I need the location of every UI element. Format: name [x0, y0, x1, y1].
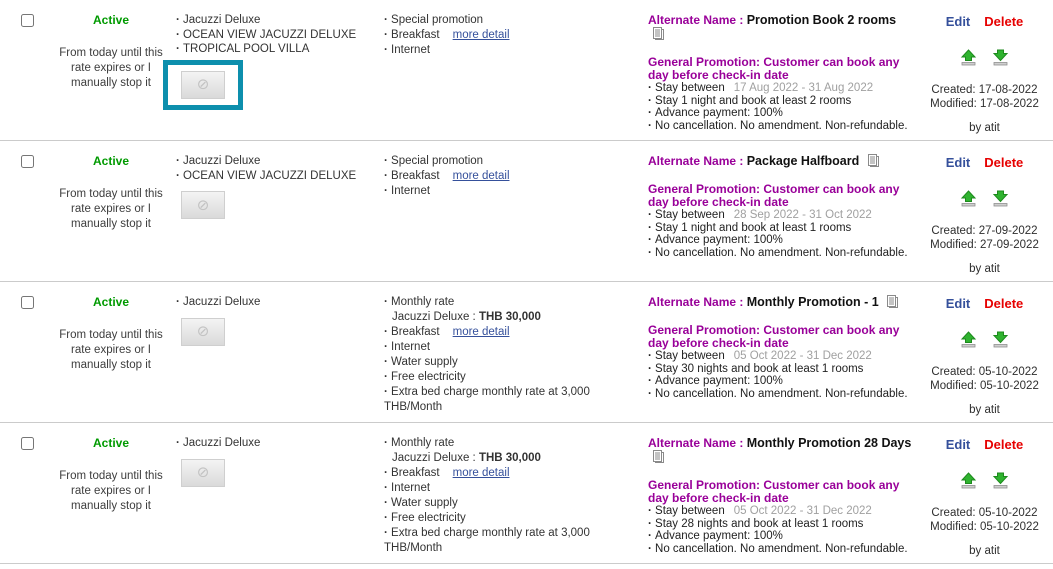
more-detail-link[interactable]: more detail — [452, 326, 510, 338]
monthly-rate-detail: Jacuzzi Deluxe : THB 30,000 — [392, 311, 541, 323]
condition-list — [648, 82, 916, 132]
image-highlight-box — [181, 318, 225, 346]
more-detail-link[interactable]: more detail — [452, 29, 510, 41]
move-down-button[interactable] — [992, 331, 1009, 348]
status-badge: Active — [92, 436, 130, 450]
room-item: · Jacuzzi Deluxe — [176, 13, 378, 28]
general-promotion-heading: General Promotion: Customer can book any day before check-in date — [648, 323, 900, 350]
condition-list — [648, 505, 916, 555]
status-badge: Active — [92, 13, 130, 27]
actions-cell — [916, 295, 1053, 422]
delete-button[interactable]: Delete — [984, 296, 1024, 311]
image-highlight-box — [181, 191, 225, 219]
rooms-cell — [172, 295, 378, 422]
general-promotion-heading: General Promotion: Customer can book any day before check-in date — [648, 478, 900, 505]
no-image-placeholder-icon: ⊘ — [181, 71, 225, 99]
stay-between-label: Stay between — [655, 82, 725, 94]
stay-between-item — [648, 350, 916, 363]
room-item: · Jacuzzi Deluxe — [176, 436, 378, 451]
promotion-cell — [646, 295, 916, 422]
room-list — [176, 13, 378, 57]
condition-item: · Advance payment: 100% — [648, 107, 916, 120]
room-list — [176, 436, 378, 451]
move-up-button[interactable] — [960, 190, 977, 207]
feature-item: · Breakfast more detail — [384, 466, 646, 481]
condition-item: · No cancellation. No amendment. Non-refundable. — [648, 247, 916, 260]
actions-cell — [916, 13, 1053, 140]
alternate-name-value: Package Halfboard — [746, 154, 860, 168]
condition-item: · Advance payment: 100% — [648, 375, 916, 388]
author: by atit — [969, 404, 1000, 416]
status-badge: Active — [92, 154, 130, 168]
condition-item: · Advance payment: 100% — [648, 530, 916, 543]
delete-button[interactable]: Delete — [984, 155, 1024, 170]
feature-item: · Monthly rate Jacuzzi Deluxe : THB 30,000 — [384, 295, 646, 325]
modified-date: Modified: 17-08-2022 — [930, 97, 1039, 110]
copy-icon[interactable] — [867, 154, 880, 171]
condition-item: · Advance payment: 100% — [648, 234, 916, 247]
promotion-row — [0, 282, 1053, 423]
more-detail-link[interactable]: more detail — [452, 170, 510, 182]
no-image-placeholder-icon: ⊘ — [181, 318, 225, 346]
condition-list — [648, 350, 916, 400]
actions-cell — [916, 154, 1053, 281]
modified-date: Modified: 05-10-2022 — [930, 520, 1039, 533]
checkbox-cell — [0, 295, 50, 422]
room-item: · Jacuzzi Deluxe — [176, 154, 378, 169]
reorder-arrows — [916, 472, 1053, 494]
room-item: · OCEAN VIEW JACUZZI DELUXE — [176, 169, 378, 184]
author: by atit — [969, 545, 1000, 557]
author: by atit — [969, 263, 1000, 275]
status-note: From today until this rate expires or I manually stop it — [59, 47, 163, 90]
alternate-name-line — [648, 436, 916, 467]
stay-between-label: Stay between — [655, 505, 725, 517]
delete-button[interactable]: Delete — [984, 437, 1024, 452]
image-highlight-box — [181, 459, 225, 487]
reorder-arrows — [916, 49, 1053, 71]
general-promotion-heading: General Promotion: Customer can book any day before check-in date — [648, 182, 900, 209]
feature-item: · Breakfast more detail — [384, 169, 646, 184]
promotion-row — [0, 423, 1053, 564]
status-badge: Active — [92, 295, 130, 309]
alternate-name-label: Alternate Name : — [648, 436, 744, 450]
rooms-cell — [172, 13, 378, 140]
status-cell — [50, 154, 172, 281]
features-cell — [378, 295, 646, 422]
room-item: · Jacuzzi Deluxe — [176, 295, 378, 310]
features-cell — [378, 436, 646, 563]
no-image-placeholder-icon: ⊘ — [181, 191, 225, 219]
alternate-name-value: Monthly Promotion 28 Days — [746, 436, 912, 450]
feature-item: · Monthly rate Jacuzzi Deluxe : THB 30,000 — [384, 436, 646, 466]
room-item: · TROPICAL POOL VILLA — [176, 42, 378, 57]
row-checkbox[interactable] — [21, 296, 34, 309]
monthly-rate-detail: Jacuzzi Deluxe : THB 30,000 — [392, 452, 541, 464]
rooms-cell — [172, 436, 378, 563]
features-cell — [378, 154, 646, 281]
alternate-name-label: Alternate Name : — [648, 295, 744, 309]
feature-item: · Breakfast more detail — [384, 28, 646, 43]
condition-item: · Stay 28 nights and book at least 1 rooms — [648, 518, 916, 531]
feature-item: · Special promotion — [384, 154, 646, 169]
alternate-name-line — [648, 13, 916, 44]
promotion-cell — [646, 154, 916, 281]
delete-button[interactable]: Delete — [984, 14, 1024, 29]
edit-button[interactable]: Edit — [945, 296, 971, 311]
condition-item: · Stay 1 night and book at least 1 rooms — [648, 222, 916, 235]
condition-list — [648, 209, 916, 259]
feature-item: · Free electricity — [384, 370, 646, 385]
actions-cell — [916, 436, 1053, 563]
feature-item: · Internet — [384, 340, 646, 355]
row-checkbox[interactable] — [21, 14, 34, 27]
condition-item: · Stay 30 nights and book at least 1 rooms — [648, 363, 916, 376]
reorder-arrows — [916, 331, 1053, 353]
status-note: From today until this rate expires or I manually stop it — [59, 329, 163, 372]
condition-item: · No cancellation. No amendment. Non-refundable. — [648, 120, 916, 133]
promotion-cell — [646, 436, 916, 563]
alternate-name-label: Alternate Name : — [648, 13, 744, 27]
status-cell — [50, 13, 172, 140]
feature-item: · Internet — [384, 184, 646, 199]
status-note: From today until this rate expires or I manually stop it — [59, 470, 163, 513]
general-promotion-heading: General Promotion: Customer can book any day before check-in date — [648, 55, 900, 82]
edit-button[interactable]: Edit — [945, 437, 971, 452]
promotion-row — [0, 0, 1053, 141]
checkbox-cell — [0, 154, 50, 281]
promotion-cell — [646, 13, 916, 140]
feature-item: · Internet — [384, 43, 646, 58]
room-list — [176, 154, 378, 183]
status-cell — [50, 295, 172, 422]
status-cell — [50, 436, 172, 563]
feature-item: · Free electricity — [384, 511, 646, 526]
feature-list — [384, 154, 646, 199]
no-image-placeholder-icon: ⊘ — [181, 459, 225, 487]
more-detail-link[interactable]: more detail — [452, 467, 510, 479]
modified-date: Modified: 05-10-2022 — [930, 379, 1039, 392]
created-date: Created: 05-10-2022 — [931, 507, 1038, 519]
room-list — [176, 295, 378, 310]
move-down-button[interactable] — [992, 472, 1009, 489]
copy-icon[interactable] — [652, 450, 665, 467]
feature-list — [384, 295, 646, 415]
feature-list — [384, 13, 646, 58]
image-highlight-box — [163, 60, 243, 110]
stay-between-dates: 05 Oct 2022 - 31 Dec 2022 — [733, 350, 872, 362]
created-date: Created: 27-09-2022 — [931, 225, 1038, 237]
alternate-name-value: Monthly Promotion - 1 — [746, 295, 879, 309]
status-note: From today until this rate expires or I manually stop it — [59, 188, 163, 231]
move-down-button[interactable] — [992, 49, 1009, 66]
feature-item: · Extra bed charge monthly rate at 3,000 THB/Month — [384, 385, 646, 415]
stay-between-label: Stay between — [655, 350, 725, 362]
row-checkbox[interactable] — [21, 155, 34, 168]
features-cell — [378, 13, 646, 140]
stay-between-item — [648, 505, 916, 518]
promotion-row — [0, 141, 1053, 282]
stay-between-item — [648, 209, 916, 222]
feature-item: · Internet — [384, 481, 646, 496]
stay-between-item — [648, 82, 916, 95]
move-down-button[interactable] — [992, 190, 1009, 207]
alternate-name-label: Alternate Name : — [648, 154, 744, 168]
reorder-arrows — [916, 190, 1053, 212]
room-item: · OCEAN VIEW JACUZZI DELUXE — [176, 28, 378, 43]
stay-between-label: Stay between — [655, 209, 725, 221]
row-checkbox[interactable] — [21, 437, 34, 450]
alternate-name-line — [648, 295, 916, 312]
feature-item: · Special promotion — [384, 13, 646, 28]
condition-item: · No cancellation. No amendment. Non-refundable. — [648, 543, 916, 556]
copy-icon[interactable] — [652, 27, 665, 44]
stay-between-dates: 17 Aug 2022 - 31 Aug 2022 — [733, 82, 874, 94]
rooms-cell — [172, 154, 378, 281]
checkbox-cell — [0, 13, 50, 140]
feature-item: · Extra bed charge monthly rate at 3,000 THB/Month — [384, 526, 646, 556]
stay-between-dates: 05 Oct 2022 - 31 Dec 2022 — [733, 505, 872, 517]
modified-date: Modified: 27-09-2022 — [930, 238, 1039, 251]
move-up-button[interactable] — [960, 472, 977, 489]
edit-button[interactable]: Edit — [945, 155, 971, 170]
feature-item: · Water supply — [384, 496, 646, 511]
author: by atit — [969, 122, 1000, 134]
feature-item: · Water supply — [384, 355, 646, 370]
alternate-name-line — [648, 154, 916, 171]
created-date: Created: 05-10-2022 — [931, 366, 1038, 378]
stay-between-dates: 28 Sep 2022 - 31 Oct 2022 — [733, 209, 872, 221]
condition-item: · No cancellation. No amendment. Non-refundable. — [648, 388, 916, 401]
edit-button[interactable]: Edit — [945, 14, 971, 29]
copy-icon[interactable] — [886, 295, 899, 312]
condition-item: · Stay 1 night and book at least 2 rooms — [648, 95, 916, 108]
feature-list — [384, 436, 646, 556]
checkbox-cell — [0, 436, 50, 563]
feature-item: · Breakfast more detail — [384, 325, 646, 340]
move-up-button[interactable] — [960, 49, 977, 66]
created-date: Created: 17-08-2022 — [931, 84, 1038, 96]
move-up-button[interactable] — [960, 331, 977, 348]
alternate-name-value: Promotion Book 2 rooms — [746, 13, 897, 27]
